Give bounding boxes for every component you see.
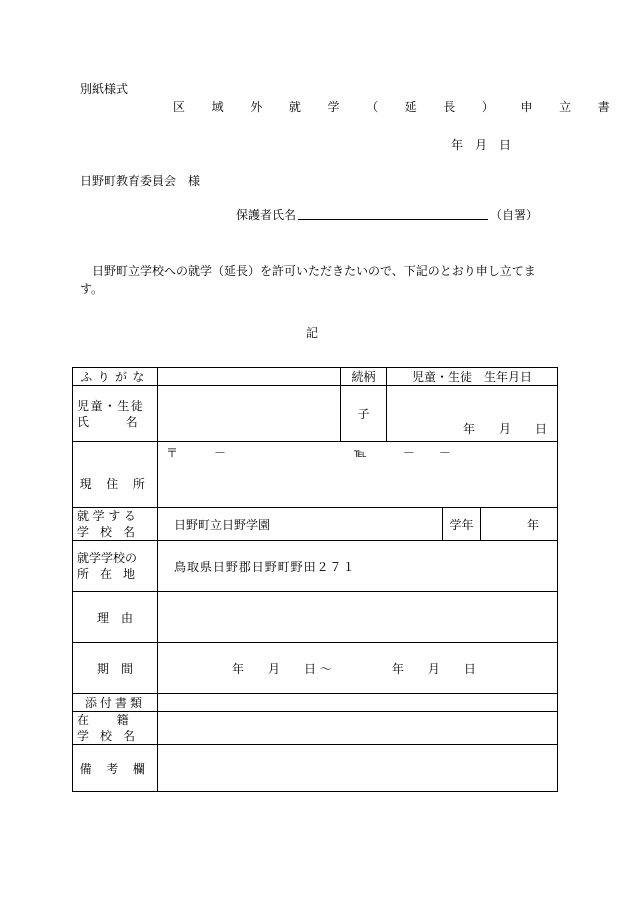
guardian-signature-line — [236, 206, 538, 223]
application-date: 年 月 日 — [451, 138, 512, 152]
remarks-field[interactable] — [158, 745, 558, 792]
tel-mark: ℡ － － — [354, 446, 451, 460]
reason-field[interactable] — [158, 592, 558, 643]
application-form-table — [72, 367, 558, 792]
student-name-field[interactable] — [158, 386, 341, 442]
period-row — [73, 643, 558, 694]
furigana-label: ふりがな — [73, 368, 158, 386]
current-school-field[interactable] — [158, 712, 558, 745]
school-address: 鳥取県日野郡日野町野田２７１ — [158, 541, 558, 592]
period-label: 期 間 — [73, 643, 158, 694]
guardian-name-field[interactable] — [298, 207, 488, 220]
request-statement: 日野町立学校への就学（延長）を許可いただきたいので、下記のとおり申し立てます。 — [80, 264, 536, 296]
school-address-row — [73, 541, 558, 592]
school-row — [73, 508, 558, 541]
furigana-row — [73, 368, 558, 386]
document-title: 区 域 外 就 学 （ 延 長 ） 申 立 書 — [173, 100, 622, 114]
reason-row — [73, 592, 558, 643]
school-label — [73, 508, 158, 541]
reason-label: 理 由 — [73, 592, 158, 643]
address-row — [73, 442, 558, 508]
student-name-label-line1: 児童・生徒 — [77, 398, 145, 413]
grade-label: 学年 — [443, 508, 481, 541]
attachments-label: 添付書類 — [73, 694, 158, 712]
relation-value: 子 — [341, 386, 387, 442]
postal-mark: 〒 － — [166, 446, 227, 460]
school-name: 日野町立日野学園 — [158, 508, 443, 541]
current-school-label-line2: 学 校 名 — [77, 729, 139, 743]
remarks-label: 備 考 欄 — [73, 745, 158, 792]
ki-heading: 記 — [306, 326, 319, 340]
relation-label: 続柄 — [341, 368, 387, 386]
current-school-row — [73, 712, 558, 745]
guardian-suffix: （自署） — [490, 208, 539, 222]
attachments-row — [73, 694, 558, 712]
period-field[interactable]: 年 月 日 ～ 年 月 日 — [158, 643, 558, 694]
school-label-line1: 就学する — [77, 509, 140, 523]
address-label: 現 住 所 — [73, 442, 158, 508]
school-address-label — [73, 541, 158, 592]
form-label: 別紙様式 — [80, 82, 129, 96]
student-name-label-line2: 氏 名 — [77, 414, 142, 429]
remarks-row — [73, 745, 558, 792]
grade-field[interactable]: 年 — [481, 508, 558, 541]
student-name-row — [73, 386, 558, 442]
birth-date-field[interactable]: 年 月 日 — [387, 386, 558, 442]
current-school-label-line1: 在 籍 — [77, 713, 130, 727]
address-field[interactable] — [158, 442, 558, 508]
furigana-field[interactable] — [158, 368, 341, 386]
school-address-label-line2: 所 在 地 — [77, 567, 139, 581]
guardian-label: 保護者氏名 — [236, 208, 297, 222]
student-name-label — [73, 386, 158, 442]
school-address-label-line1: 就学学校の — [77, 551, 138, 565]
addressee: 日野町教育委員会 様 — [80, 174, 201, 188]
birth-date-label: 児童・生徒 生年月日 — [387, 368, 558, 386]
school-label-line2: 学 校 名 — [77, 525, 139, 539]
attachments-field[interactable] — [158, 694, 558, 712]
current-school-label — [73, 712, 158, 745]
